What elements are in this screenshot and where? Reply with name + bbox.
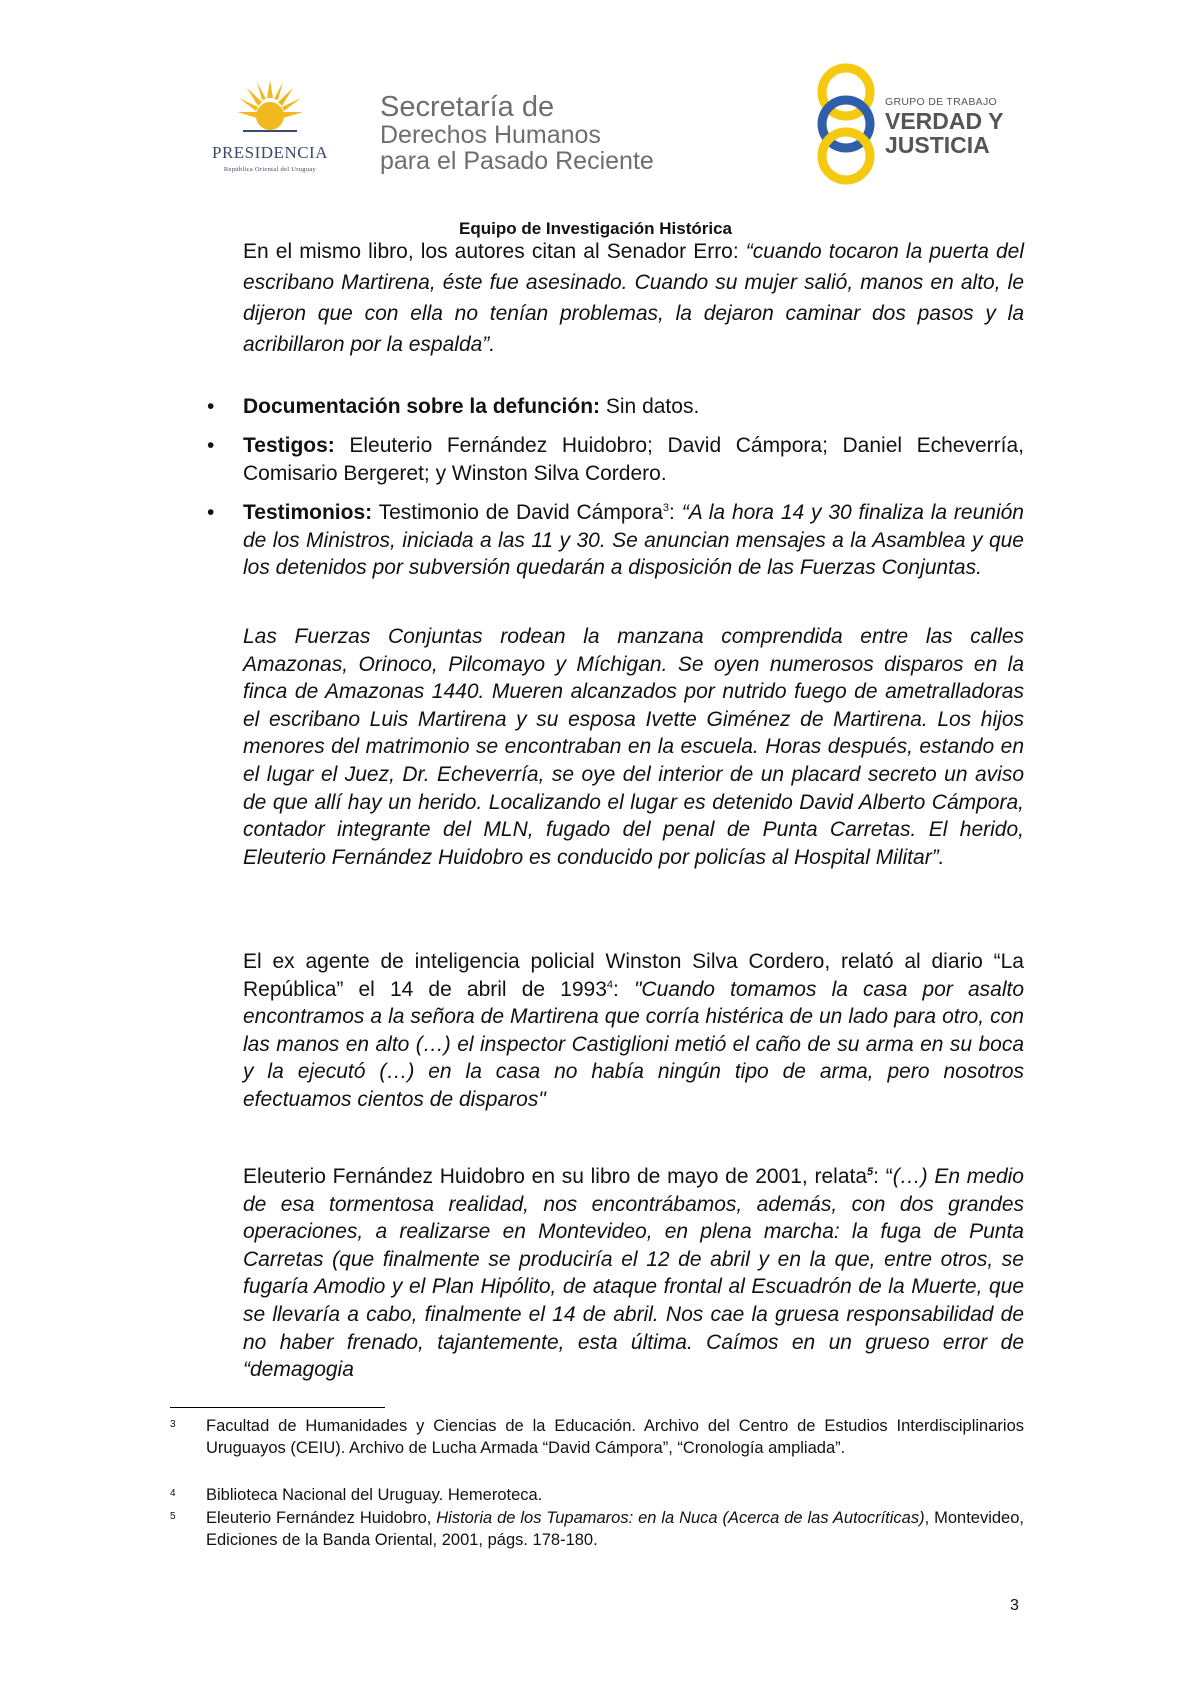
grupo-trabajo-label: GRUPO DE TRABAJO	[885, 96, 997, 108]
documentacion-value: Sin datos.	[600, 395, 700, 418]
testigos-label: Testigos:	[243, 434, 335, 457]
verdad-justicia-logo	[810, 62, 1020, 187]
silva-quote: "Cuando tomamos la casa por asalto encontramos a la señora de Martirena que corría histérica de un lado para otro, con las manos en alto (…) el inspector Castiglioni metió el caño de su arma en su boca y la ejecutó (…) en la casa no había ningún tipo de arma, pero nosotros efectuamos cientos de disparos"	[243, 977, 1025, 1111]
footnote-ref-3: 3	[662, 502, 670, 514]
intro-quote: “cuando tocaron la puerta del escribano Martirena, éste fue asesinado. Cuando su mujer salió, manos en alto, le dijeron que con ella no tenían problemas, la dejaron caminar dos pasos y la acribillaron por la espalda”.	[243, 240, 1025, 356]
justicia-line: JUSTICIA	[885, 132, 990, 158]
testimonios-lead: Testimonio de David Cámpora	[372, 501, 663, 524]
huidobro-paragraph	[243, 1163, 1024, 1384]
footnote-5	[170, 1507, 1024, 1551]
presidencia-wordmark: PRESIDENCIA	[211, 143, 328, 162]
bullet-marker: •	[207, 434, 215, 457]
sun-emblem-icon	[235, 78, 305, 140]
testimonios-quote: “A la hora 14 y 30 finaliza la reunión de los Ministros, iniciada a las 11 y 30. Se anuncian mensajes a la Asamblea y que los detenidos por subversión quedarán a disposición de las Fuerzas Conjuntas.	[243, 501, 1024, 579]
secretaria-line-3: para el Pasado Reciente	[380, 147, 654, 175]
bullet-testigos	[207, 432, 1024, 488]
testigos-value: Eleuterio Fernández Huidobro; David Cámpora; Daniel Echeverría, Comisario Bergeret; y Winston Silva Cordero.	[243, 434, 1024, 485]
page-number: 3	[1010, 1597, 1019, 1614]
footnote-number: 3	[170, 1419, 176, 1430]
verdad-justicia-title	[885, 109, 1003, 157]
huidobro-lead: Eleuterio Fernández Huidobro en su libro de mayo de 2001, relata	[243, 1165, 868, 1188]
footnote-5-lead: Eleuterio Fernández Huidobro,	[206, 1509, 437, 1527]
page-header	[0, 0, 1191, 210]
bullet-testimonios	[207, 499, 1024, 582]
secretaria-line-1: Secretaría de	[380, 91, 555, 123]
footnote-number: 5	[170, 1511, 176, 1522]
presidencia-subtitle: República Oriental del Uruguay	[223, 166, 317, 173]
footnote-3	[170, 1415, 1024, 1459]
team-title: Equipo de Investigación Histórica	[459, 219, 732, 238]
secretaria-line-2: Derechos Humanos	[380, 121, 601, 149]
testimonios-colon: :	[669, 501, 682, 524]
footnote-ref-5: 5	[867, 1166, 874, 1178]
verdad-line: VERDAD Y	[885, 108, 1004, 134]
silva-lead: El ex agente de inteligencia policial Winston Silva Cordero, relató al diario “La República” el 14 de abril de 1993	[243, 950, 1024, 1001]
footnote-number: 4	[170, 1488, 176, 1499]
footnote-4	[170, 1484, 1024, 1506]
bullet-marker: •	[207, 395, 215, 418]
bullet-documentacion	[207, 393, 1024, 421]
footnote-text: Biblioteca Nacional del Uruguay. Hemeroteca.	[206, 1486, 543, 1504]
intro-lead: En el mismo libro, los autores citan al Senador Erro:	[243, 240, 746, 263]
interlocking-rings-icon	[810, 62, 882, 187]
bullet-marker: •	[207, 501, 215, 524]
footnote-text	[206, 1507, 1024, 1551]
footnote-ref-4: 4	[606, 978, 614, 991]
testimonios-label: Testimonios:	[243, 501, 373, 524]
huidobro-colon: : “	[873, 1165, 893, 1188]
footnote-text: Facultad de Humanidades y Ciencias de la Educación. Archivo del Centro de Estudios Interdisciplinarios Uruguayos (CEIU). Archivo de Lucha Armada “David Cámpora”, “Cronología ampliada”.	[206, 1417, 1024, 1457]
footnote-divider	[170, 1407, 385, 1408]
presidencia-logo	[195, 78, 355, 178]
footnote-5-title: Historia de los Tupamaros: en la Nuca (Acerca de las Autocríticas)	[436, 1509, 925, 1527]
fuerzas-paragraph: Las Fuerzas Conjuntas rodean la manzana comprendida entre las calles Amazonas, Orinoco, Pilcomayo y Míchigan. Se oyen numerosos disparos en la finca de Amazonas 1440. Mueren alcanzados por nutrido fuego de ametralladoras el escribano Luis Martirena y su esposa Ivette Giménez de Martirena. Los hijos menores del matrimonio se encontraban en la escuela. Horas después, estando en el lugar el Juez, Dr. Echeverría, se oye del interior de un placard secreto un aviso de que allí hay un herido. Localizando el lugar es detenido David Alberto Cámpora, contador integrante del MLN, fugado del penal de Punta Carretas. El herido, Eleuterio Fernández Huidobro es conducido por policías al Hospital Militar”.	[243, 625, 1024, 869]
huidobro-quote: (…) En medio de esa tormentosa realidad, nos encontrábamos, además, con dos grandes operaciones, a realizarse en Montevideo, en plena marcha: la fuga de Punta Carretas (que finalmente se produciría el 12 de abril y en la que, entre otros, se fugaría Amodio y el Plan Hipólito, de ataque frontal al Escuadrón de la Muerte, que se llevaría a cabo, finalmente el 14 de abril. Nos cae la gruesa responsabilidad de no haber frenado, tajantemente, esta última. Caímos en un grueso error de “demagogia	[243, 1165, 1024, 1382]
footnote-5-tail: , Montevideo, Ediciones de la Banda Oriental, 2001, págs. 178-180.	[206, 1509, 1024, 1549]
silva-colon: :	[613, 977, 634, 1001]
documentacion-label: Documentación sobre la defunción:	[243, 395, 601, 418]
silva-paragraph	[243, 948, 1024, 1114]
secretaria-wordmark	[380, 92, 654, 175]
intro-paragraph	[243, 236, 1024, 360]
